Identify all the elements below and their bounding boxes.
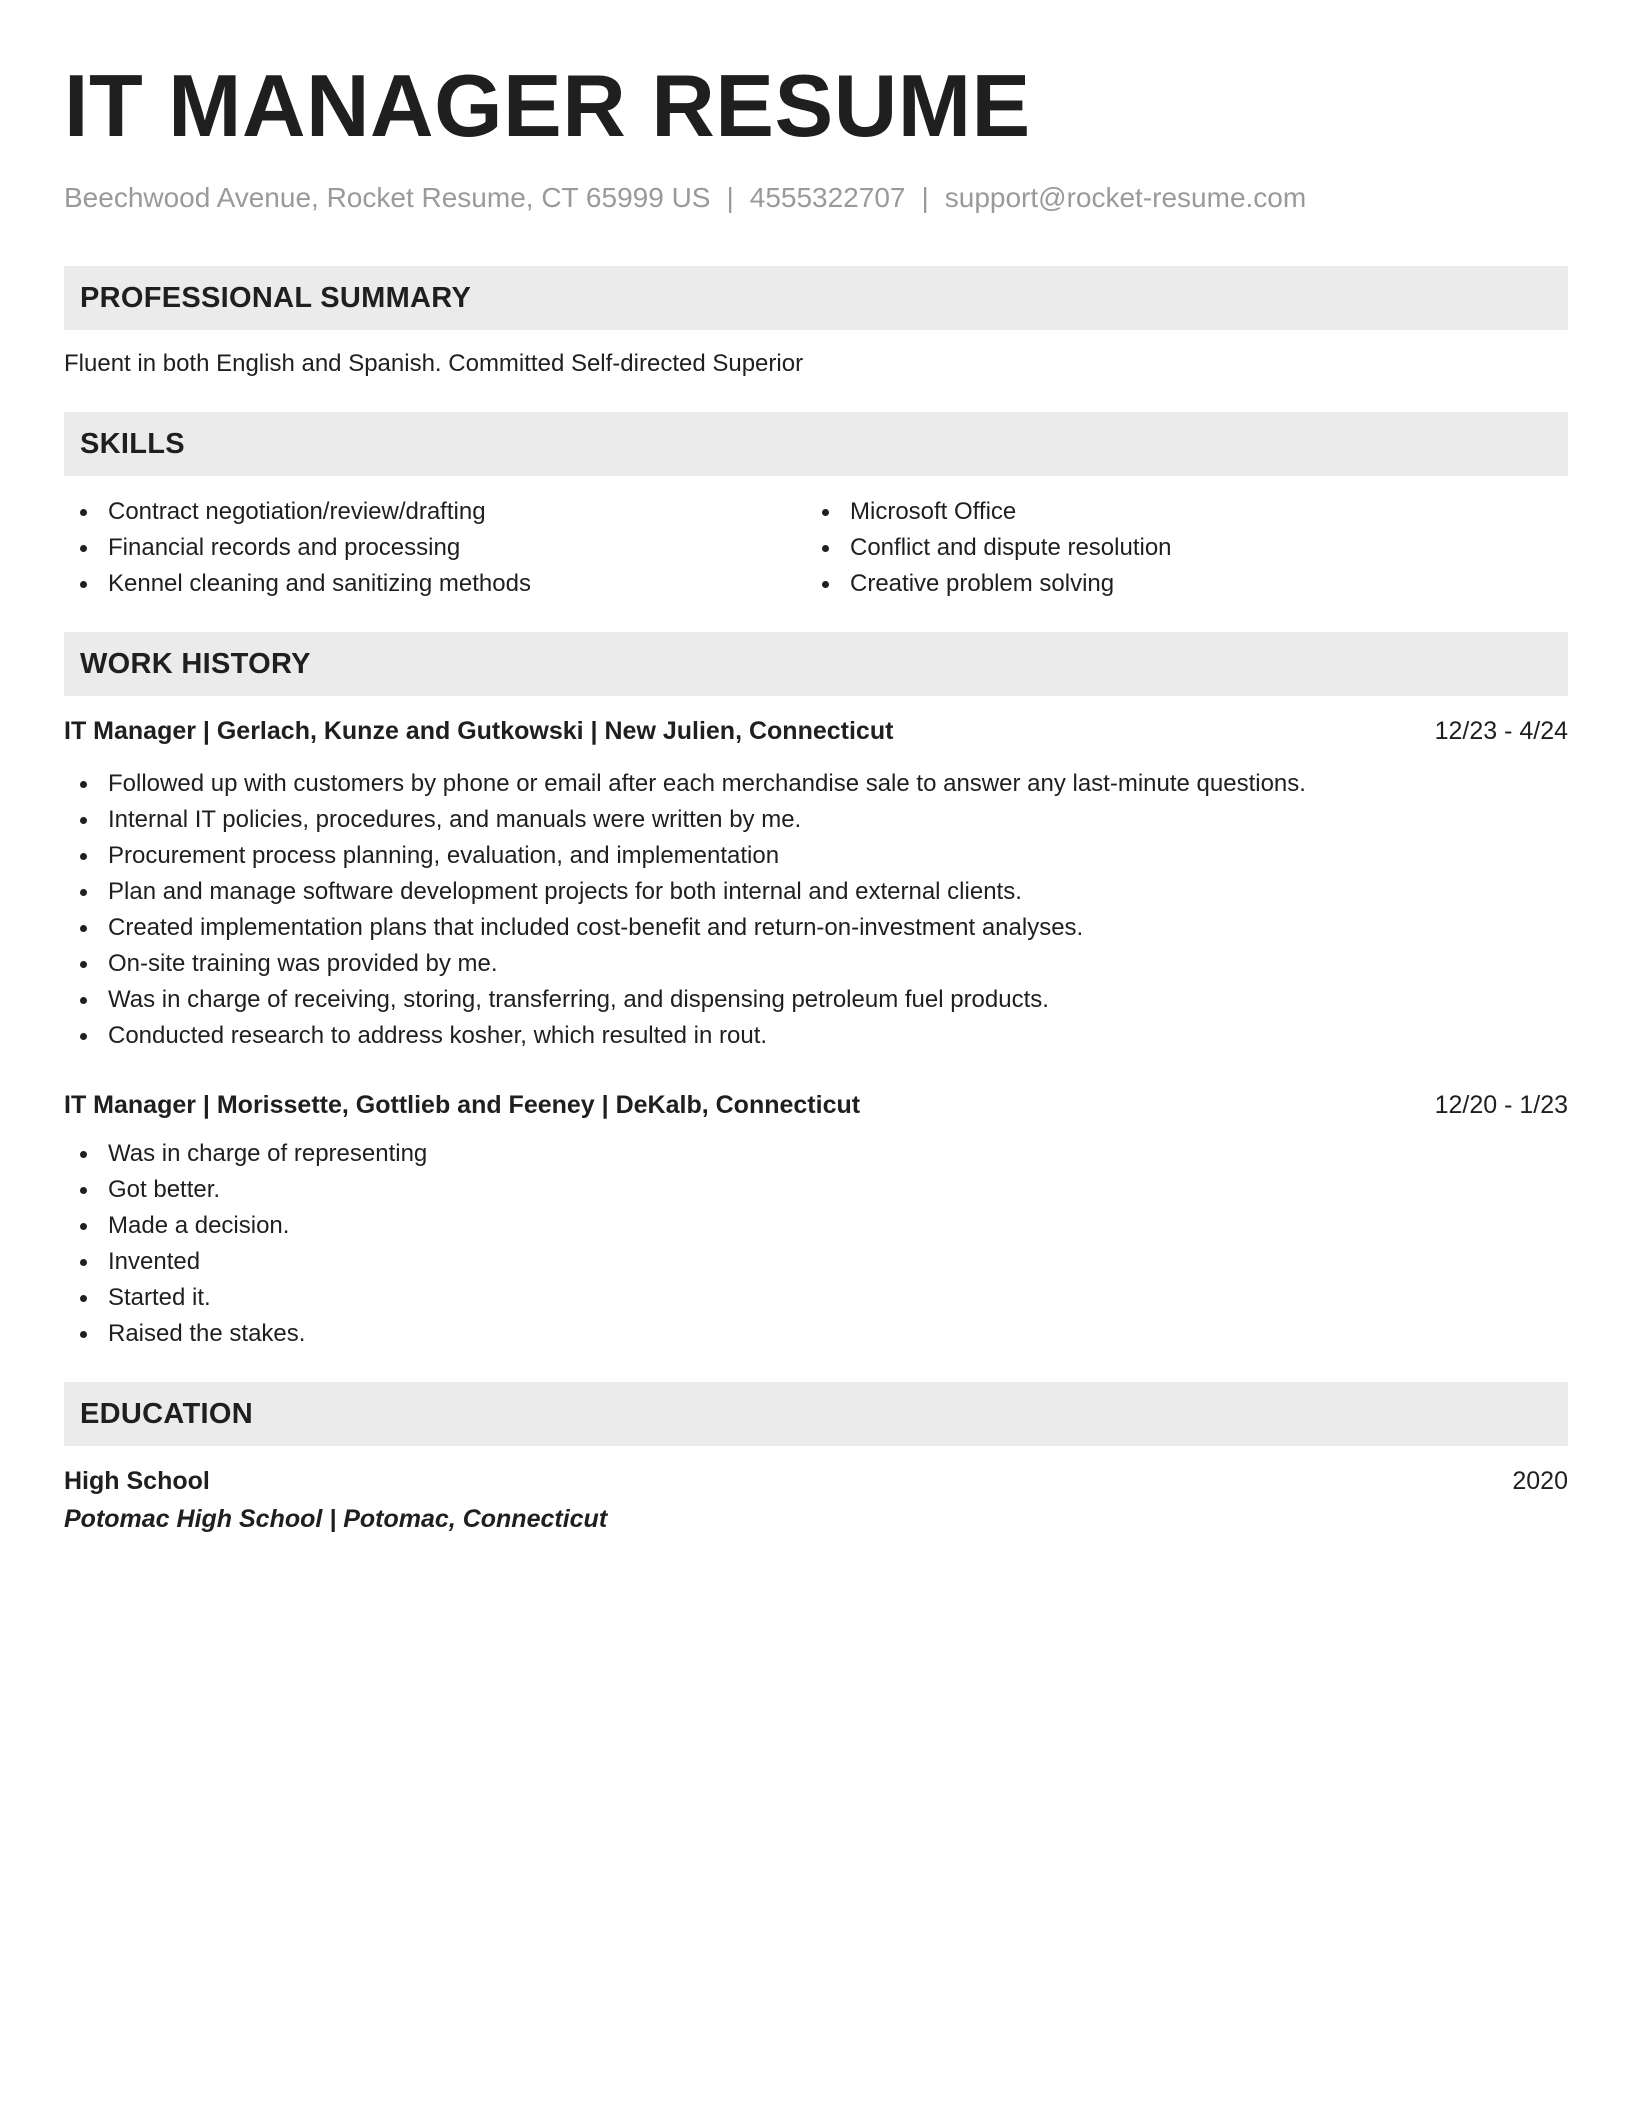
job-bullet: Procurement process planning, evaluation, and implementation [64,838,1568,874]
job-dates: 12/20 - 1/23 [1434,1091,1568,1119]
contact-separator: | [726,182,734,213]
job-bullet: Invented [64,1244,1568,1280]
resume-title: IT MANAGER RESUME [64,56,1031,155]
section-header-skills: SKILLS [64,412,1568,476]
contact-address: Beechwood Avenue, Rocket Resume, CT 65999 US [64,182,711,213]
job-bullet: On-site training was provided by me. [64,946,1568,982]
job-bullet: Was in charge of representing [64,1136,1568,1172]
section-header-work-history: WORK HISTORY [64,632,1568,696]
job-bullets [64,1136,1568,1352]
section-header-summary: PROFESSIONAL SUMMARY [64,266,1568,330]
skill-item: Creative problem solving [806,566,1548,602]
job-header [64,1088,1568,1122]
contact-separator: | [921,182,929,213]
job-bullet: Plan and manage software development projects for both internal and external clients. [64,874,1568,910]
education-header [64,1464,1568,1498]
education-degree: High School [64,1467,210,1495]
job-title: IT Manager | Gerlach, Kunze and Gutkowski | New Julien, Connecticut [64,717,894,745]
job-bullet: Made a decision. [64,1208,1568,1244]
education-school: Potomac High School | Potomac, Connecticut [64,1505,608,1533]
skill-item: Contract negotiation/review/drafting [64,494,806,530]
skill-item: Kennel cleaning and sanitizing methods [64,566,806,602]
job-bullet: Was in charge of receiving, storing, transferring, and dispensing petroleum fuel products. [64,982,1568,1018]
skill-item: Financial records and processing [64,530,806,566]
skills-column-left [64,494,806,602]
job-bullet: Conducted research to address kosher, which resulted in rout. [64,1018,1568,1054]
skill-item: Conflict and dispute resolution [806,530,1548,566]
contact-line [64,180,1568,216]
section-header-education: EDUCATION [64,1382,1568,1446]
contact-phone: 4555322707 [749,182,906,213]
summary-text: Fluent in both English and Spanish. Committed Self-directed Superior [64,350,804,377]
job-bullet: Created implementation plans that included cost-benefit and return-on-investment analyses. [64,910,1568,946]
job-bullet: Followed up with customers by phone or email after each merchandise sale to answer any last-minute questions. [64,766,1568,802]
job-header [64,714,1568,748]
skills-list [64,494,1568,602]
education-year: 2020 [1512,1467,1568,1495]
job-title: IT Manager | Morissette, Gottlieb and Feeney | DeKalb, Connecticut [64,1091,861,1119]
job-dates: 12/23 - 4/24 [1434,717,1568,745]
job-bullets [64,766,1568,1054]
job-bullet: Raised the stakes. [64,1316,1568,1352]
skill-item: Microsoft Office [806,494,1548,530]
skills-column-right [806,494,1548,602]
job-bullet: Got better. [64,1172,1568,1208]
contact-email: support@rocket-resume.com [944,182,1307,213]
job-bullet: Started it. [64,1280,1568,1316]
job-bullet: Internal IT policies, procedures, and manuals were written by me. [64,802,1568,838]
